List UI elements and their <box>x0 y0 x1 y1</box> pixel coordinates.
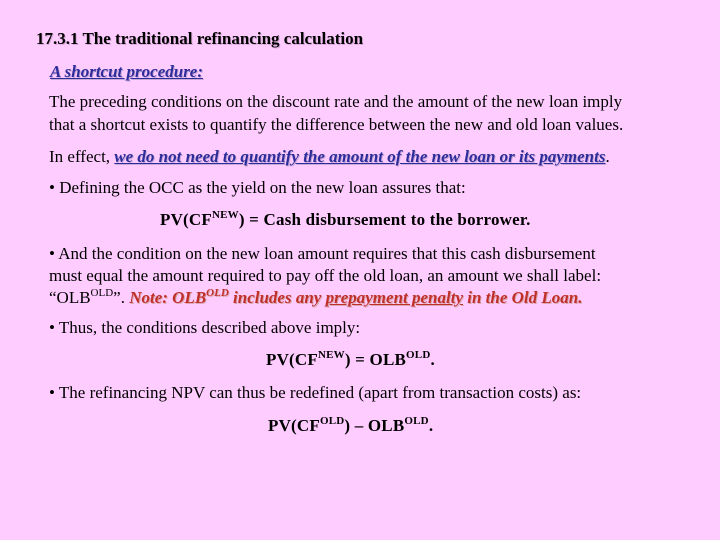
olb-superscript: OLD <box>90 287 114 299</box>
note-superscript: OLD <box>206 287 229 299</box>
bullet-loan-text: And the condition on the new loan amount requires that this cash disbursement <box>58 244 596 263</box>
bullet-icon: • <box>49 318 55 337</box>
formula-cash-disbursement <box>160 210 531 230</box>
effect-emphasis: we do not need to quantify the amount of the new loan or its payments <box>114 147 606 166</box>
formula-part: PV(CF <box>266 350 318 369</box>
formula-part: PV(CF <box>268 416 320 435</box>
bullet-icon: • <box>49 383 55 402</box>
bullet-conditions-text: Thus, the conditions described above imply: <box>58 318 361 337</box>
note-end: in the Old Loan. <box>463 288 583 307</box>
bullet-loan-amount <box>49 243 601 309</box>
intro-line-2: that a shortcut exists to quantify the difference between the new and old loan values. <box>49 115 624 134</box>
effect-lead: In effect, <box>49 147 115 166</box>
formula-superscript: NEW <box>317 349 345 361</box>
formula-part: ) = OLB <box>344 350 407 369</box>
effect-trail: . <box>605 147 610 166</box>
formula-npv <box>268 416 433 436</box>
bullet-icon: • <box>49 244 55 263</box>
formula-pv-equals-olb <box>266 350 435 370</box>
subheading: A shortcut procedure: <box>50 62 204 81</box>
bullet-loan-line-2: must equal the amount required to pay off the old loan, an amount we shall label: <box>49 266 602 285</box>
section-heading: 17.3.1 The traditional refinancing calculation <box>36 29 364 48</box>
prepayment-note <box>129 288 582 307</box>
note-prefix: Note: OLB <box>129 288 207 307</box>
bullet-npv-text: The refinancing NPV can thus be redefined (apart from transaction costs) as: <box>58 383 582 402</box>
bullet-occ <box>49 178 466 198</box>
formula-part: ) = Cash disbursement to the borrower. <box>238 210 531 229</box>
effect-paragraph <box>49 145 610 168</box>
note-underlined-term: prepayment penalty <box>325 288 463 307</box>
formula-part: ) – OLB <box>344 416 405 435</box>
olb-label: “OLB <box>49 288 91 307</box>
formula-superscript: OLD <box>319 415 345 427</box>
bullet-loan-line-3 <box>49 287 601 309</box>
note-middle: includes any <box>228 288 326 307</box>
bullet-loan-line-1 <box>49 243 601 265</box>
bullet-npv <box>49 383 581 403</box>
bullet-occ-text: Defining the OCC as the yield on the new loan assures that: <box>59 178 466 197</box>
bullet-icon: • <box>49 178 55 197</box>
formula-superscript: NEW <box>211 209 239 221</box>
formula-superscript: OLD <box>406 349 431 361</box>
intro-paragraph <box>49 90 623 136</box>
bullet-conditions <box>49 318 360 338</box>
olb-label-end: ”. <box>113 288 130 307</box>
intro-line-1: The preceding conditions on the discount rate and the amount of the new loan imply <box>49 92 623 111</box>
formula-superscript: OLD <box>404 415 429 427</box>
formula-part: . <box>430 350 435 369</box>
formula-part: PV(CF <box>160 210 212 229</box>
formula-part: . <box>428 416 434 435</box>
